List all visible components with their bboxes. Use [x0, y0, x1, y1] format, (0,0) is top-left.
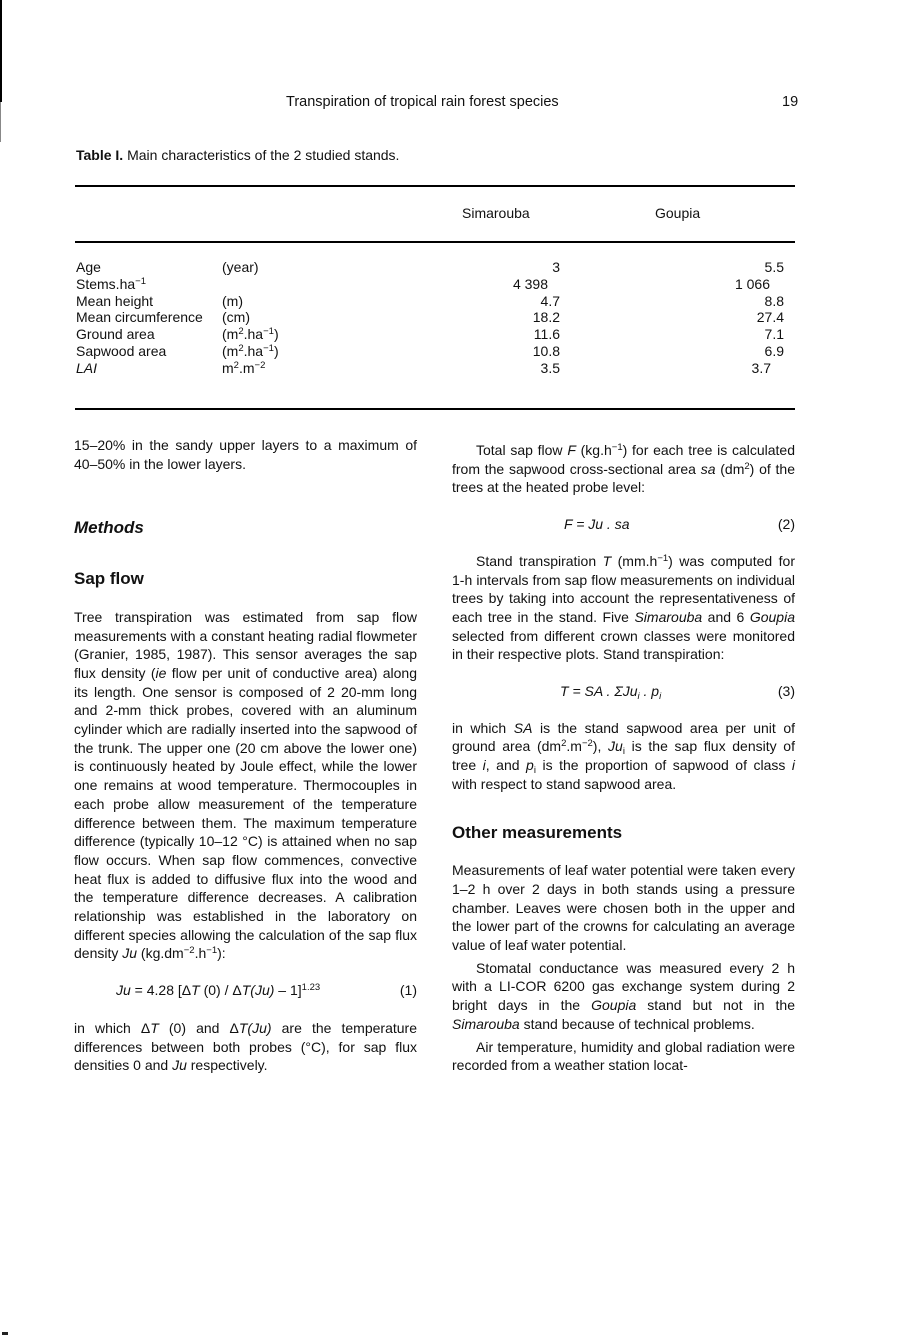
table-caption: [76, 147, 399, 163]
paragraph-intro: 15–20% in the sandy upper layers to a maximum of 40–50% in the lower layers.: [74, 437, 417, 472]
table-header-rule: [75, 241, 795, 243]
simarouba-value: 10.8: [532, 342, 560, 359]
simarouba-value: 3: [552, 259, 560, 275]
paragraph-weather-station: Air temperature, humidity and global radiation were recorded from a weather station locat-: [452, 1038, 795, 1074]
goupia-value: 6.9: [764, 342, 784, 359]
table-row: [76, 293, 784, 310]
simarouba-value: 18.2: [532, 309, 560, 326]
scan-edge-mark: [0, 0, 2, 102]
row-label: LAI: [76, 359, 98, 376]
equation-2-body: F = Ju . sa: [564, 516, 630, 533]
column-header-simarouba: Simarouba: [462, 205, 530, 221]
simarouba-value: 3.5: [540, 359, 560, 376]
goupia-value: 7.1: [764, 326, 784, 343]
right-column: [452, 441, 795, 1075]
column-header-goupia: Goupia: [655, 205, 701, 221]
equation-3: [452, 682, 795, 701]
simarouba-value: 4 398: [512, 275, 548, 292]
running-title: Transpiration of tropical rain forest species: [286, 94, 559, 110]
row-label: Age: [76, 259, 101, 275]
equation-3-body: T = SA . ΣJu$_i$ . $p_i$: [560, 683, 662, 703]
paragraph-stand-transpiration: Stand transpiration T $(mm.h^{-1})$ was computed for 1-h intervals from sap flow measurements on individual trees by taking into account the representativeness of each tree in the stand. Five Simarouba and 6 Goupia selected from different crown classes were monitored in their respective plots. Stand transpiration:: [452, 552, 795, 663]
paragraph-leaf-water-potential: Measurements of leaf water potential were taken every 1–2 h over 2 days in both stands using a pressure chamber. Leaves were chosen both in the upper and the lower part of the crowns for calculating an average value of leaf water potential.: [452, 862, 795, 954]
equation-1: [74, 981, 417, 1000]
row-label: Ground area: [76, 326, 155, 343]
page-number: 19: [782, 94, 799, 110]
table-row: [76, 309, 784, 326]
scan-edge-mark: [0, 102, 1, 142]
goupia-value: 5.5: [764, 259, 784, 275]
row-label: Mean circumference: [76, 309, 203, 326]
table-row: [76, 276, 784, 293]
row-label: Sapwood area: [76, 342, 167, 359]
goupia-value: 3.7: [751, 359, 771, 376]
subsection-heading-sap-flow: Sap flow: [74, 569, 144, 589]
row-unit: (m): [222, 292, 243, 309]
left-column: [74, 436, 417, 1075]
paragraph-sap-flow: Tree transpiration was estimated from sap flow measurements with a constant heating radial flowmeter (Granier, 1985, 1987). This sensor averages the sap flux density (ie flow per unit of conductive area) along its length. One sensor is composed of 2 20-mm long and 2-mm thick probes, covered with an aluminum cylinder which are radially inserted into the sapwood of the trunk. The upper one (20 cm above the lower one) is continuously heated by Joule effect, while the lower one remains at wood temperature. Thermocouples in each probe allow measurement of the temperature difference between them. The maximum temperature difference (typically 10–12 °C) is attained when no sap flow occurs. When sap flow commences, convective heat flux is added to diffusive flux into the wood and the temperature difference decreases. A calibration relationship was established in the laboratory on different species allowing the calculation of the sap flux density Ju $(kg.dm^{-2}.h^{-1})$:: [74, 608, 417, 962]
paragraph-after-eq3: in which SA is the stand sapwood area per unit of ground area $(dm^2.m^{-2})$, $Ju_i$ is the sap flux density of tree i, and $p_i$ is the proportion of sapwood of class i with respect to stand sapwood area.: [452, 719, 796, 792]
simarouba-value: 4.7: [540, 292, 560, 309]
row-label: Mean height: [76, 292, 154, 309]
equation-1-body: Ju = 4.28 [ΔT (0) / ΔT(Ju) – 1]$^{1.23}$: [116, 982, 321, 999]
stand-characteristics-table: [76, 259, 784, 377]
table-row: [76, 326, 784, 343]
section-heading-methods: Methods: [74, 518, 144, 538]
table-caption-text: Main characteristics of the 2 studied stands.: [123, 147, 400, 163]
paragraph-stomatal-conductance: Stomatal conductance was measured every 2 h with a LI-COR 6200 gas exchange system during 2 bright days in the Goupia stand but not in the Simarouba stand because of technical problems.: [452, 959, 795, 1032]
equation-2-number: (2): [777, 516, 795, 533]
row-unit: (year): [222, 259, 259, 275]
simarouba-value: 11.6: [533, 326, 560, 343]
row-unit: $m^2.m^{-2}$: [222, 359, 266, 376]
row-unit: (cm): [222, 309, 250, 326]
paragraph-total-sap-flow: Total sap flow F $(kg.h^{-1})$ for each tree is calculated from the sapwood cross-sectional area sa $(dm^2)$ of the trees at the heated probe level:: [452, 442, 796, 496]
subsection-heading-other-measurements: Other measurements: [452, 822, 623, 842]
row-unit: $(m^2.ha^{-1})$: [222, 342, 279, 359]
equation-3-number: (3): [777, 683, 795, 700]
row-unit: [222, 276, 460, 293]
goupia-value: 8.8: [764, 292, 784, 309]
table-caption-label: Table I.: [76, 147, 124, 163]
table-row: [76, 259, 784, 276]
equation-1-number: (1): [399, 982, 417, 999]
row-label: $Stems.ha^{-1}$: [76, 275, 146, 292]
equation-2: [452, 515, 795, 534]
table-row: [76, 343, 784, 360]
paragraph-after-eq1: in which ΔT (0) and ΔT(Ju) are the temperature differences between both probes (°C), for sap flux densities 0 and Ju respectively.: [74, 1019, 417, 1074]
table-bottom-rule: [75, 408, 795, 410]
goupia-value: 27.4: [756, 309, 784, 326]
goupia-value: 1 066: [734, 275, 770, 292]
row-unit: $(m^2.ha^{-1})$: [222, 326, 279, 343]
table-top-rule: [75, 185, 795, 187]
table-row: [76, 360, 784, 377]
